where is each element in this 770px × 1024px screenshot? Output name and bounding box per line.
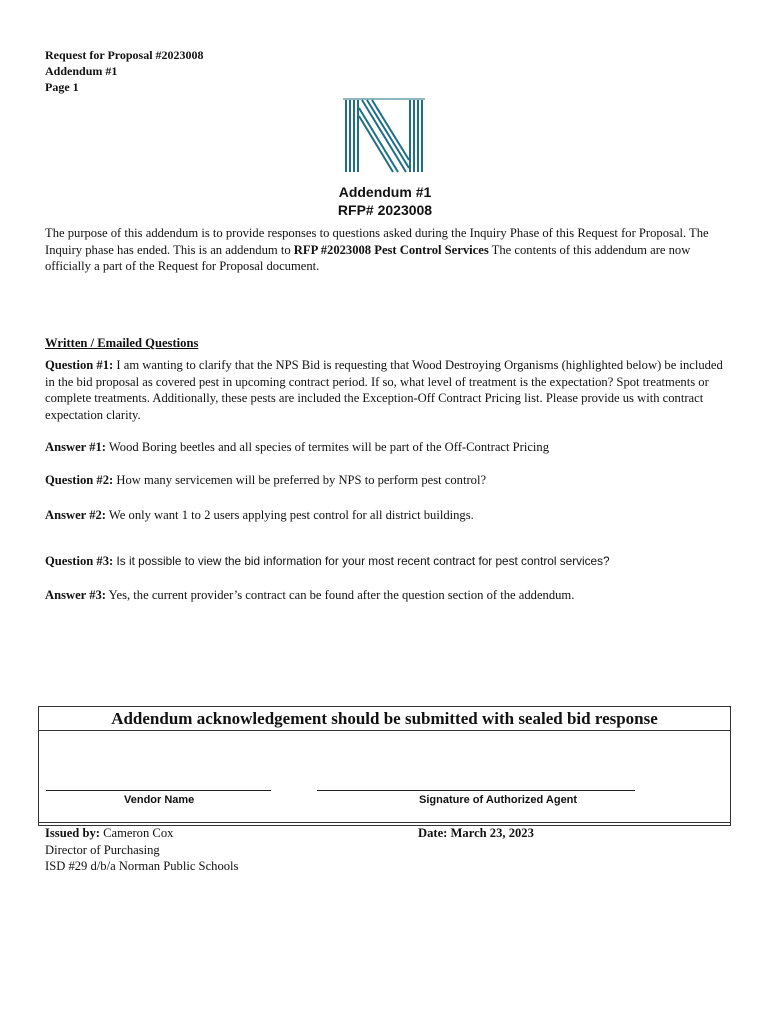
header-addendum: Addendum #1 xyxy=(45,64,118,78)
intro-rfp-reference: RFP #2023008 Pest Control Services xyxy=(293,242,489,257)
question-3 xyxy=(45,553,735,570)
answer-3-label: Answer #3: xyxy=(45,588,106,602)
acknowledgement-box xyxy=(38,706,731,823)
document-header xyxy=(45,47,204,95)
vendor-name-label: Vendor Name xyxy=(124,794,195,806)
issuer-title: Director of Purchasing xyxy=(45,842,160,857)
answer-2-text: We only want 1 to 2 users applying pest control for all district buildings. xyxy=(105,508,474,522)
issue-date: Date: March 23, 2023 xyxy=(418,826,534,840)
issued-by-label: Issued by: xyxy=(45,826,100,840)
intro-text-end: The contents of this addendum are now officially a part of the Request for Proposal document. xyxy=(45,242,691,273)
answer-2 xyxy=(45,507,735,524)
answer-3-text: Yes, the current provider’s contract can be found after the question section of the addendum. xyxy=(105,588,575,602)
question-2 xyxy=(45,472,735,489)
header-page: Page 1 xyxy=(45,80,79,94)
signature-label: Signature of Authorized Agent xyxy=(419,794,578,806)
question-2-label: Question #2: xyxy=(45,473,114,487)
issued-by xyxy=(45,825,405,842)
question-2-text: How many servicemen will be preferred by NPS to perform pest control? xyxy=(113,473,487,487)
acknowledgement-heading: Addendum acknowledgement should be submitted with sealed bid response xyxy=(39,707,730,731)
question-1-text: I am wanting to clarify that the NPS Bid is requesting that Wood Destroying Organisms (highlighted below) be included in the bid proposal as covered pest in upcoming contract period. If so, what level of treatment is the expectation? Spot treatments or complete treatments. Additionally, these pests are included the Exception-Off Contract Pricing list. Please provide us with contract expectation clarity. xyxy=(45,358,723,422)
question-1-label: Question #1: xyxy=(45,358,114,372)
signature-line[interactable] xyxy=(317,790,635,791)
answer-2-label: Answer #2: xyxy=(45,508,106,522)
answer-1-text: Wood Boring beetles and all species of termites will be part of the Off-Contract Pricing xyxy=(105,440,550,454)
answer-1-label: Answer #1: xyxy=(45,440,106,454)
vendor-name-line[interactable] xyxy=(46,790,271,791)
question-3-label: Question #3: xyxy=(45,554,114,568)
header-rfp-number: Request for Proposal #2023008 xyxy=(45,48,204,62)
issuer-organization: ISD #29 d/b/a Norman Public Schools xyxy=(45,859,239,873)
nps-n-logo-icon xyxy=(343,98,425,174)
question-1 xyxy=(45,357,735,423)
addendum-title: Addendum #1 xyxy=(338,184,432,200)
section-heading: Written / Emailed Questions xyxy=(45,336,199,350)
issued-by-name: Cameron Cox xyxy=(99,826,174,840)
intro-text-start: The purpose of this addendum is to provide responses to questions asked during the Inquiry Phase of this Request for Proposal. The Inquiry phase has ended. This is an addendum to xyxy=(45,226,709,257)
intro-paragraph xyxy=(45,225,735,275)
answer-1 xyxy=(45,439,735,456)
issued-by-block xyxy=(45,825,405,875)
rfp-number-title: RFP# 2023008 xyxy=(337,202,433,218)
question-3-text: Is it possible to view the bid information for your most recent contract for pest control services? xyxy=(113,554,610,568)
answer-3 xyxy=(45,587,735,604)
